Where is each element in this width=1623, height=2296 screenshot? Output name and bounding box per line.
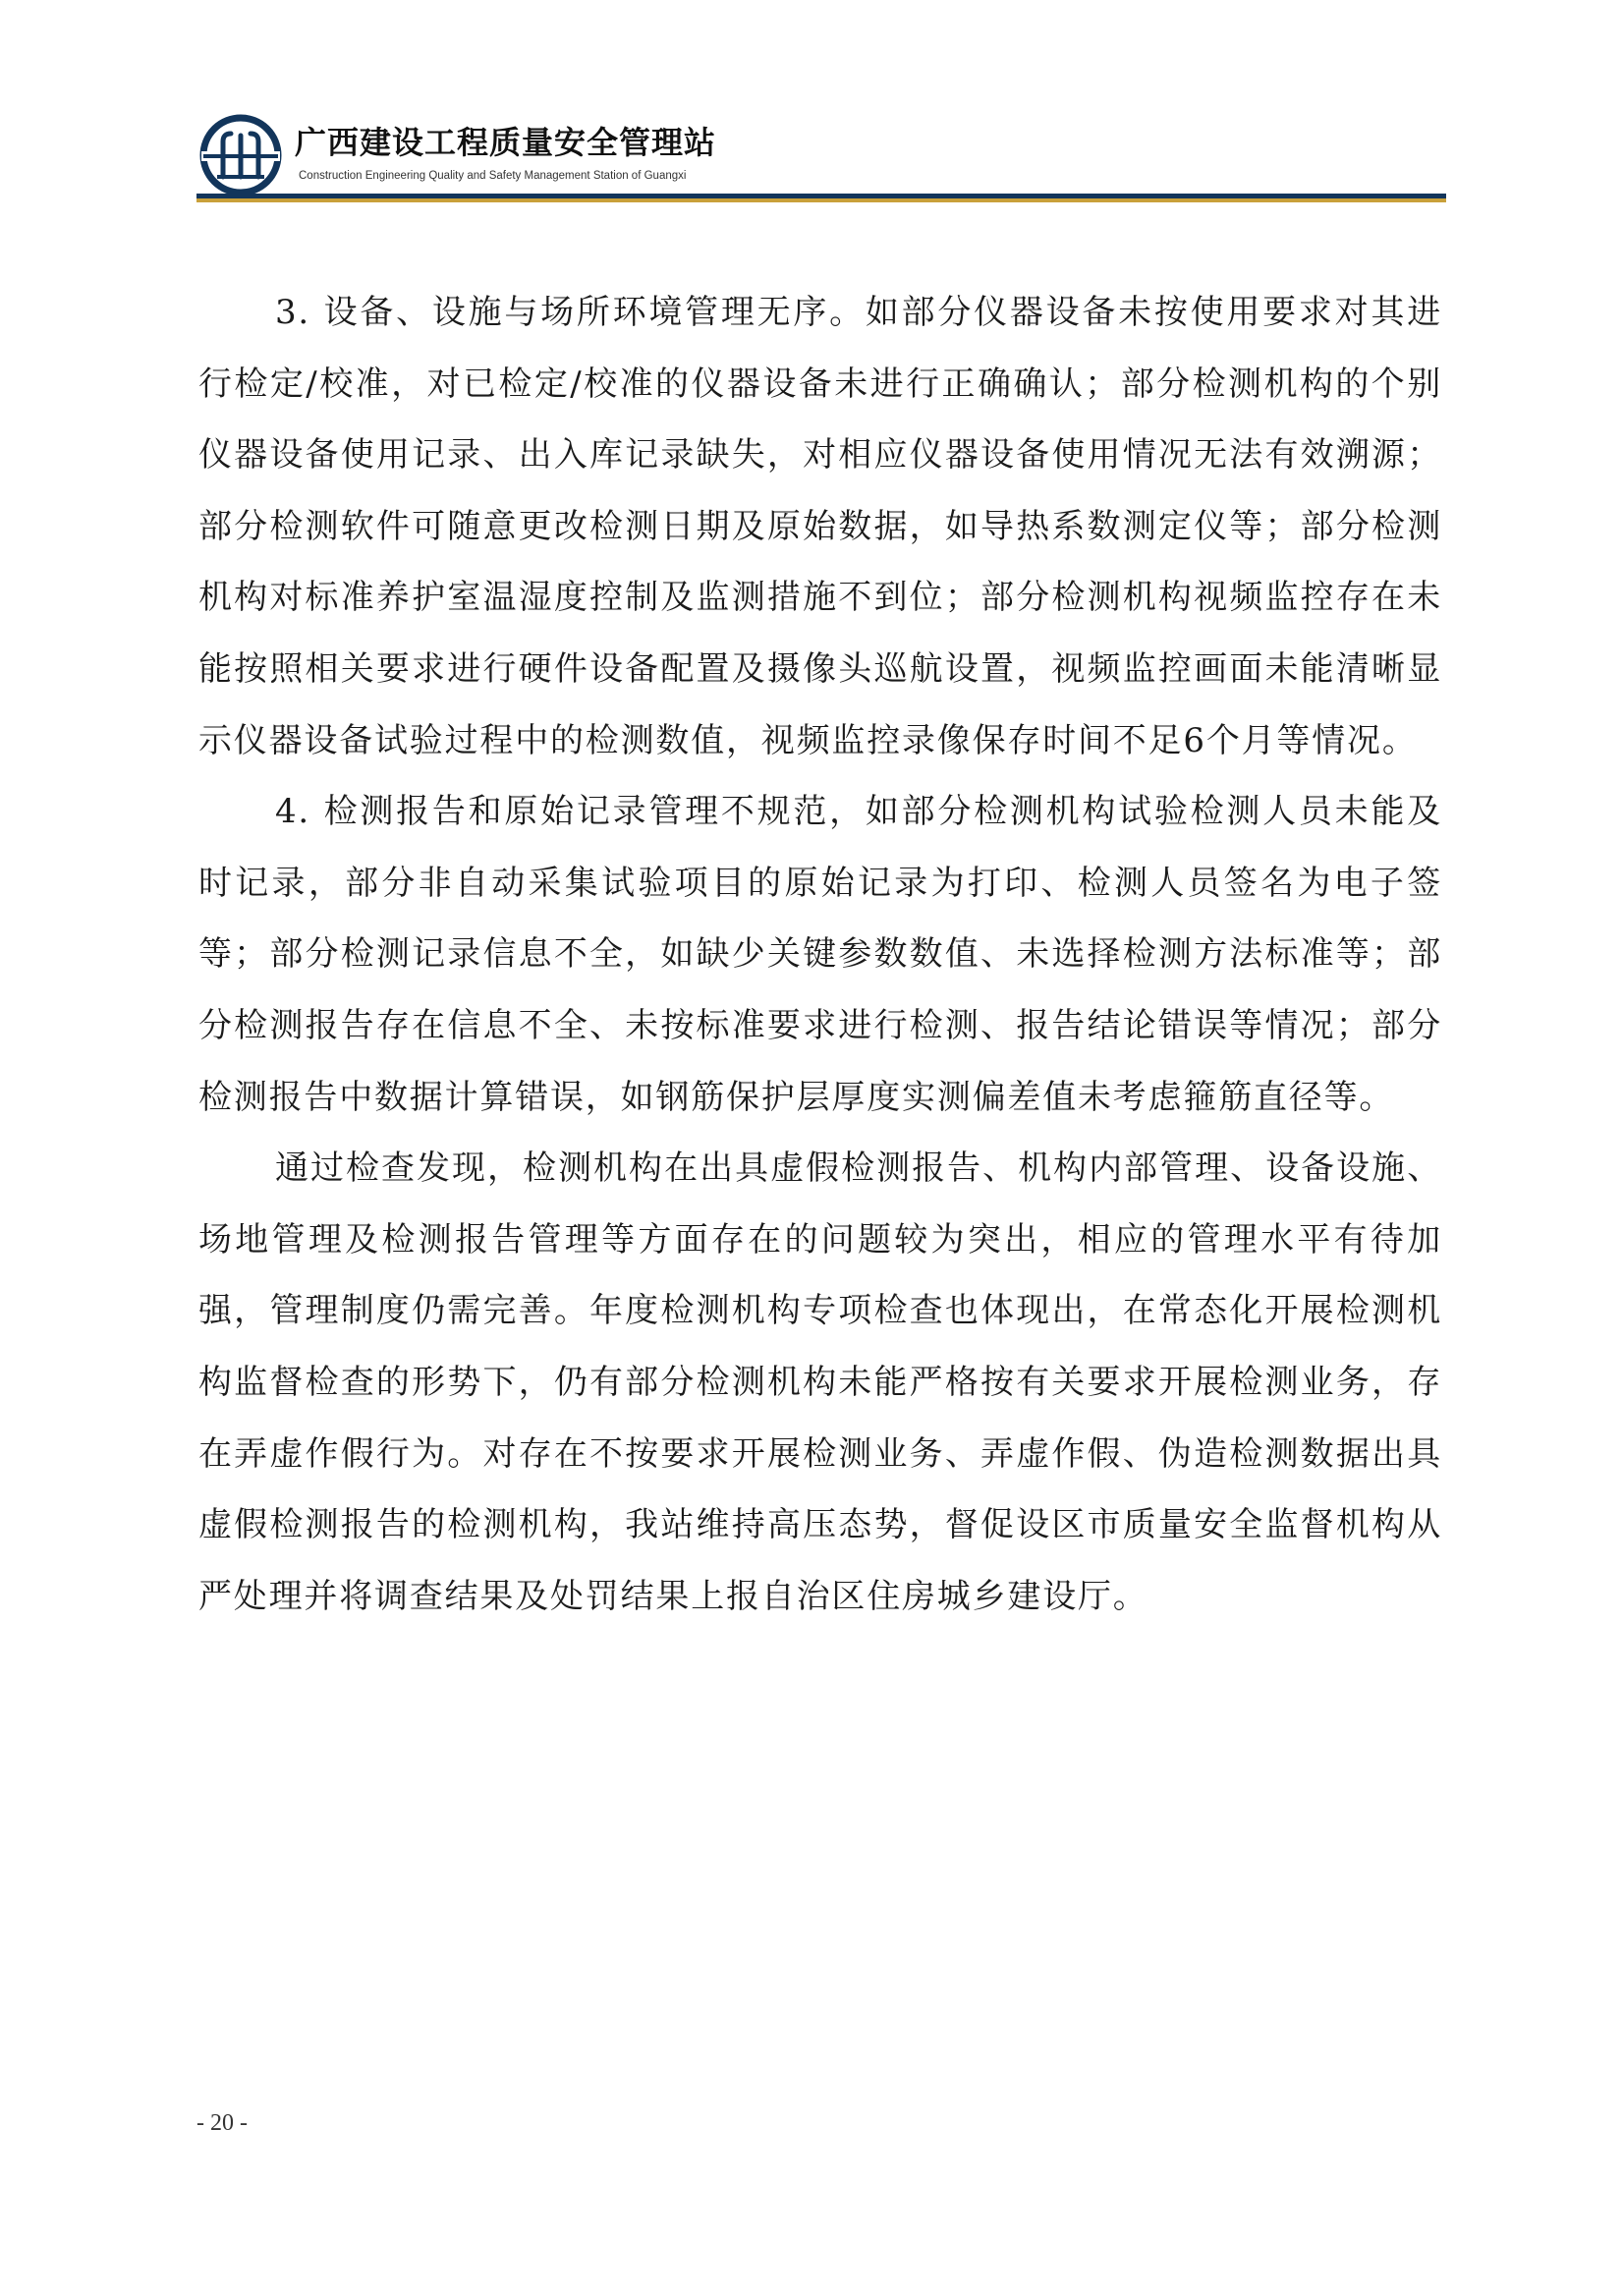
org-name: 广西建设工程质量安全管理站 xyxy=(295,124,717,161)
page-number: - 20 - xyxy=(196,2110,248,2136)
paragraph-equipment-management: 3. 设备、设施与场所环境管理无序。如部分仪器设备未按使用要求对其进行检定/校准，对已检定/校准的仪器设备未进行正确确认；部分检测机构的个别仪器设备使用记录、出入库记录缺失，对相应仪器设备使用情况无法有效溯源；部分检测软件可随意更改检测日期及原始数据，如导热系数测定仪等；部分检测机构对标准养护室温湿度控制及监测措施不到位；部分检测机构视频监控存在未能按照相关要求进行硬件设备配置及摄像头巡航设置，视频监控画面未能清晰显示仪器设备试验过程中的检测数值，视频监控录像保存时间不足6个月等情况。 xyxy=(198,293,1442,760)
header-rule-gold xyxy=(196,198,1446,202)
paragraph-report-records: 4. 检测报告和原始记录管理不规范，如部分检测机构试验检测人员未能及时记录，部分非自动采集试验项目的原始记录为打印、检测人员签名为电子签等；部分检测记录信息不全，如缺少关键参数数值、未选择检测方法标准等；部分检测报告存在信息不全、未按标准要求进行检测、报告结论错误等情况；部分检测报告中数据计算错误，如钢筋保护层厚度实测偏差值未考虑箍筋直径等。 xyxy=(198,792,1442,1117)
gxjz-logo-icon xyxy=(199,114,282,196)
document-header xyxy=(196,108,1446,206)
org-name-english: Construction Engineering Quality and Safety Management Station of Guangxi xyxy=(299,170,687,182)
document-body xyxy=(198,277,1442,1632)
paragraph-inspection-summary: 通过检查发现，检测机构在出具虚假检测报告、机构内部管理、设备设施、场地管理及检测报告管理等方面存在的问题较为突出，相应的管理水平有待加强，管理制度仍需完善。年度检测机构专项检查也体现出，在常态化开展检测机构监督检查的形势下，仍有部分检测机构未能严格按有关要求开展检测业务，存在弄虚作假行为。对存在不按要求开展检测业务、弄虚作假、伪造检测数据出具虚假检测报告的检测机构，我站维持高压态势，督促设区市质量安全监督机构从严处理并将调查结果及处罚结果上报自治区住房城乡建设厅。 xyxy=(198,1148,1442,1616)
